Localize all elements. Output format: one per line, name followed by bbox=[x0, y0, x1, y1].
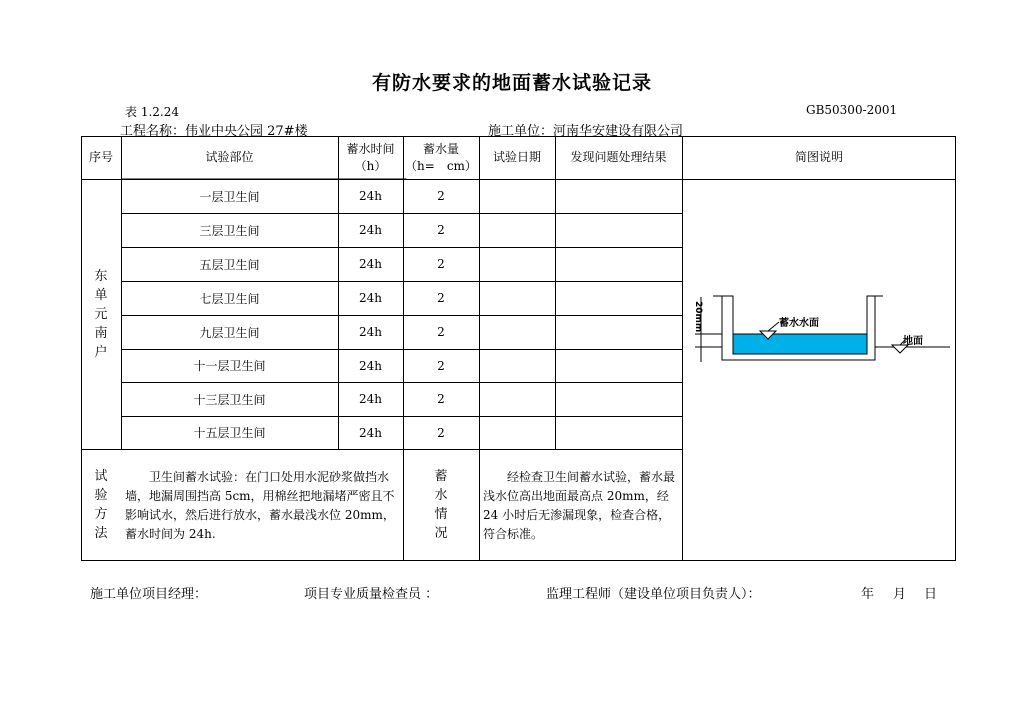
footer-manager: 施工单位项目经理： bbox=[90, 587, 208, 602]
row-location: 一层卫生间 bbox=[199, 189, 260, 204]
group-char: 南 bbox=[94, 325, 108, 341]
row-time: 24h bbox=[359, 223, 382, 237]
table-number: 表 1.2.24 bbox=[125, 105, 179, 119]
document-title: 有防水要求的地面蓄水试验记录 bbox=[371, 72, 652, 94]
water-leader bbox=[768, 322, 779, 331]
footer-year: 年 bbox=[861, 587, 875, 602]
status-char: 情 bbox=[434, 507, 448, 522]
row-time: 24h bbox=[359, 257, 382, 271]
row-amount: 2 bbox=[437, 223, 445, 237]
header-amount-line2: （h= cm） bbox=[405, 158, 477, 173]
project-name: 工程名称：伟业中央公园 27#楼 bbox=[120, 124, 308, 139]
row-location: 十五层卫生间 bbox=[193, 426, 266, 440]
row-location: 九层卫生间 bbox=[199, 325, 260, 340]
row-time: 24h bbox=[359, 392, 382, 406]
row-location: 三层卫生间 bbox=[199, 223, 260, 238]
header-location: 试验部位 bbox=[205, 150, 254, 164]
header-time-line2: （h） bbox=[354, 158, 387, 173]
group-char: 户 bbox=[94, 344, 108, 360]
method-char: 验 bbox=[94, 488, 108, 503]
method-char: 方 bbox=[94, 507, 108, 522]
row-location: 十一层卫生间 bbox=[193, 359, 266, 373]
sketch-area bbox=[682, 179, 956, 561]
header-seq: 序号 bbox=[88, 150, 113, 164]
method-char: 法 bbox=[94, 526, 108, 541]
status-char: 蓄 bbox=[434, 469, 448, 484]
group-char: 元 bbox=[94, 306, 108, 322]
contractor-name: 施工单位：河南华安建设有限公司 bbox=[488, 124, 684, 139]
row-time: 24h bbox=[359, 189, 382, 203]
row-location: 五层卫生间 bbox=[199, 257, 260, 272]
row-amount: 2 bbox=[437, 257, 445, 271]
status-char: 水 bbox=[434, 488, 448, 503]
method-char: 试 bbox=[94, 469, 108, 484]
row-time: 24h bbox=[359, 325, 382, 339]
row-amount: 2 bbox=[437, 291, 445, 305]
footer-inspector: 项目专业质量检查员 ： bbox=[304, 587, 439, 602]
row-amount: 2 bbox=[437, 325, 445, 339]
water-body bbox=[733, 334, 867, 354]
status-text-content: 经检查卫生间蓄水试验，蓄水最浅水位高出地面最高点 20mm，经 24 小时后无渗漏现象，检查合格，符合标准。 bbox=[483, 470, 676, 541]
group-label bbox=[81, 179, 121, 449]
row-location: 七层卫生间 bbox=[199, 291, 260, 306]
row-time: 24h bbox=[359, 425, 382, 440]
row-amount: 2 bbox=[437, 189, 445, 203]
header-amount-line1: 蓄水量 bbox=[422, 141, 459, 156]
group-char: 东 bbox=[94, 268, 108, 284]
header-sketch: 简图说明 bbox=[794, 150, 843, 164]
header-result: 发现问题处理结果 bbox=[570, 150, 667, 164]
record-table bbox=[81, 136, 956, 561]
status-char: 况 bbox=[434, 526, 448, 541]
header-time bbox=[338, 136, 403, 179]
row-amount: 2 bbox=[437, 425, 445, 440]
water-label: 蓄水水面 bbox=[779, 318, 819, 329]
row-amount: 2 bbox=[437, 358, 445, 373]
status-text bbox=[479, 449, 682, 561]
row-location: 十三层卫生间 bbox=[193, 392, 266, 407]
row-time: 24h bbox=[359, 291, 382, 305]
footer-day: 日 bbox=[924, 587, 938, 602]
waterproof-sketch bbox=[682, 179, 956, 561]
method-label bbox=[81, 449, 121, 561]
row-time: 24h bbox=[359, 358, 382, 373]
ground-label: 地面 bbox=[903, 336, 923, 347]
status-label bbox=[403, 449, 479, 561]
header-time-line1: 蓄水时间 bbox=[346, 141, 395, 156]
footer-month: 月 bbox=[893, 587, 907, 602]
row-amount: 2 bbox=[437, 392, 445, 406]
group-char: 单 bbox=[94, 287, 108, 303]
header-amount bbox=[403, 136, 479, 179]
standard-code: GB50300-2001 bbox=[806, 103, 898, 117]
footer-supervisor: 监理工程师（建设单位项目负责人）： bbox=[546, 587, 761, 602]
depth-label: 20mm bbox=[693, 301, 703, 333]
method-text-content: 卫生间蓄水试验：在门口处用水泥砂浆做挡水墙，地漏周围挡高 5cm，用棉丝把地漏堵严密且不影响试水，然后进行放水，蓄水最浅水位 20mm，蓄水时间为 24h. bbox=[125, 470, 395, 541]
method-text bbox=[121, 449, 403, 561]
header-date: 试验日期 bbox=[492, 150, 541, 164]
